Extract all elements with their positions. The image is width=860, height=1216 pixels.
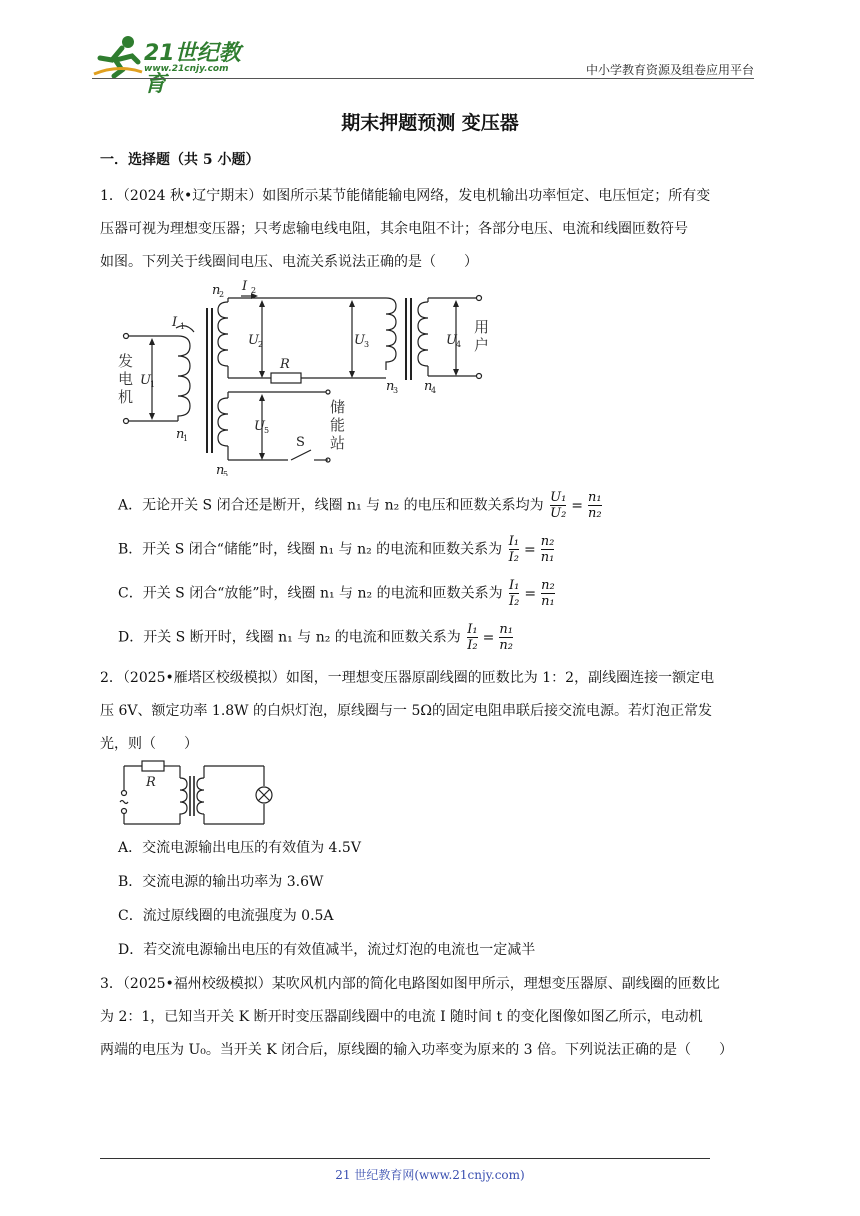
platform-name: 中小学教育资源及组卷应用平台 (585, 63, 754, 77)
question-2 (100, 662, 764, 761)
label-S: S (296, 435, 305, 450)
label-n4: n (424, 379, 433, 394)
label-storage-3: 站 (330, 434, 346, 452)
label-n2: n (212, 283, 221, 298)
label-U4: U (446, 333, 457, 348)
q2-line2: 压 6V、额定功率 1.8W 的白炽灯泡，原线圈与一 5Ω的固定电阻串联后接交流电源。若灯泡正常发 (100, 703, 712, 719)
label-generator-1: 发 (118, 352, 134, 370)
label-user-1: 用 (474, 318, 490, 336)
label-U1: U (140, 373, 151, 388)
label-I1: I (172, 315, 178, 330)
q2-option-d[interactable]: D．若交流电源输出电压的有效值减半，流过灯泡的电流也一定减半 (118, 942, 536, 958)
q1-number: 1． (100, 188, 123, 204)
q3-line3: 两端的电压为 U₀。当开关 K 闭合后，原线圈的输入功率变为原来的 3 倍。下列说法正确的是（ ） (100, 1042, 734, 1058)
q1-line2: 压器可视为理想变压器；只考虑输电线电阻，其余电阻不计；各部分电压、电流和线圈匝数符号 (100, 221, 688, 237)
q2-option-c[interactable]: C．流过原线圈的电流强度为 0.5A (118, 908, 334, 924)
svg-text:2: 2 (251, 286, 257, 295)
fraction: $\frac{\text{n₂}}{\text{n₁}}$ (540, 534, 555, 565)
fraction: $\frac{\text{n₁}}{\text{n₂}}$ (588, 490, 602, 521)
site-logo (92, 34, 262, 97)
question-1 (100, 180, 764, 279)
q2-option-a[interactable]: A．交流电源输出电压的有效值为 4.5V (118, 840, 361, 856)
label-user-2: 户 (474, 336, 490, 354)
svg-text:4: 4 (431, 386, 437, 395)
label-U5: U (254, 419, 265, 434)
header-divider (92, 78, 754, 79)
q2-source: （2025•雁塔区校级模拟） (122, 670, 286, 686)
svg-text:5: 5 (264, 426, 270, 435)
q3-line1: 某吹风机内部的简化电路图如图甲所示，理想变压器原、副线圈的匝数比 (271, 976, 720, 992)
q2-option-b[interactable]: B．交流电源的输出功率为 3.6W (118, 874, 324, 890)
svg-text:2: 2 (219, 290, 225, 299)
svg-text:3: 3 (393, 386, 399, 395)
q2-line1: 如图，一理想变压器原副线圈的匝数比为 1：2，副线圈连接一额定电 (285, 670, 715, 686)
q2-line3: 光，则（ ） (100, 736, 198, 752)
q2-circuit-diagram (116, 760, 278, 828)
footer-divider (100, 1158, 710, 1159)
q1-line1: 如图所示某节能储能输电网络，发电机输出功率恒定、电压恒定；所有变 (262, 188, 711, 204)
q1-line3: 如图。下列关于线圈间电压、电流关系说法正确的是（ ） (100, 254, 478, 270)
label-generator-3: 机 (118, 388, 134, 406)
logo-url: www.21cnjy.com (144, 64, 229, 74)
q1-circuit-diagram (116, 278, 496, 476)
runner-logo-icon (92, 34, 144, 78)
label-n3: n (386, 379, 395, 394)
label-R: R (280, 357, 290, 372)
logo-text: 21世纪教育 (144, 41, 241, 97)
q1-source: （2024 秋•辽宁期末） (122, 188, 263, 204)
page-title: 期末押题预测 变压器 (341, 112, 519, 134)
label-storage-1: 储 (330, 398, 346, 416)
q3-source: （2025•福州校级模拟） (122, 976, 272, 992)
svg-text:2: 2 (258, 340, 264, 349)
q1-option-a[interactable]: A．无论开关 S 闭合还是断开，线圈 n₁ 与 n₂ 的电压和匝数关系均为 $\frac{\text{U₁}}{\text{U₂}}$ = $\frac{\text{n₁}}{\text{n₂}}$ (118, 490, 602, 521)
label-U2: U (248, 333, 259, 348)
fraction: $\frac{\text{I₁}}{\text{I₂}}$ (467, 622, 478, 653)
label-generator-2: 电 (118, 370, 134, 388)
question-3 (100, 968, 764, 1067)
fraction: $\frac{\text{U₁}}{\text{U₂}}$ (550, 490, 567, 521)
svg-text:1: 1 (183, 434, 189, 443)
section-heading: 一．选择题（共 5 小题） (100, 152, 260, 168)
svg-text:4: 4 (456, 340, 462, 349)
label-n5: n (216, 463, 225, 476)
fraction: $\frac{\text{n₁}}{\text{n₂}}$ (499, 622, 513, 653)
q1-option-b[interactable]: B．开关 S 闭合“储能”时，线圈 n₁ 与 n₂ 的电流和匝数关系为 $\frac{\text{I₁}}{\text{I₂}}$ = $\frac{\text{n₂}}{\text{n₁}}$ (118, 534, 555, 565)
q3-number: 3． (100, 976, 123, 992)
label-R: R (146, 775, 156, 790)
label-U3: U (354, 333, 365, 348)
fraction: $\frac{\text{I₁}}{\text{I₂}}$ (508, 534, 519, 565)
fraction: $\frac{\text{I₁}}{\text{I₂}}$ (509, 578, 520, 609)
label-storage-2: 能 (330, 416, 346, 434)
q1-option-d[interactable]: D．开关 S 断开时，线圈 n₁ 与 n₂ 的电流和匝数关系为 $\frac{\text{I₁}}{\text{I₂}}$ = $\frac{\text{n₁}}{\text{n₂}}$ (118, 622, 513, 653)
svg-text:3: 3 (364, 340, 370, 349)
svg-text:1: 1 (180, 322, 186, 331)
label-n1: n (176, 427, 185, 442)
label-I2: I (242, 279, 248, 294)
q2-number: 2． (100, 670, 123, 686)
svg-text:5: 5 (223, 470, 229, 476)
svg-text:1: 1 (150, 380, 156, 389)
footer-link[interactable]: 21 世纪教育网(www.21cnjy.com) (335, 1168, 525, 1182)
q1-option-c[interactable]: C．开关 S 闭合“放能”时，线圈 n₁ 与 n₂ 的电流和匝数关系为 $\frac{\text{I₁}}{\text{I₂}}$ = $\frac{\text{n₂}}{\text{n₁}}$ (118, 578, 555, 609)
fraction: $\frac{\text{n₂}}{\text{n₁}}$ (541, 578, 555, 609)
q3-line2: 为 2：1，已知当开关 K 断开时变压器副线圈中的电流 I 随时间 t 的变化图像如图乙所示，电动机 (100, 1009, 703, 1025)
